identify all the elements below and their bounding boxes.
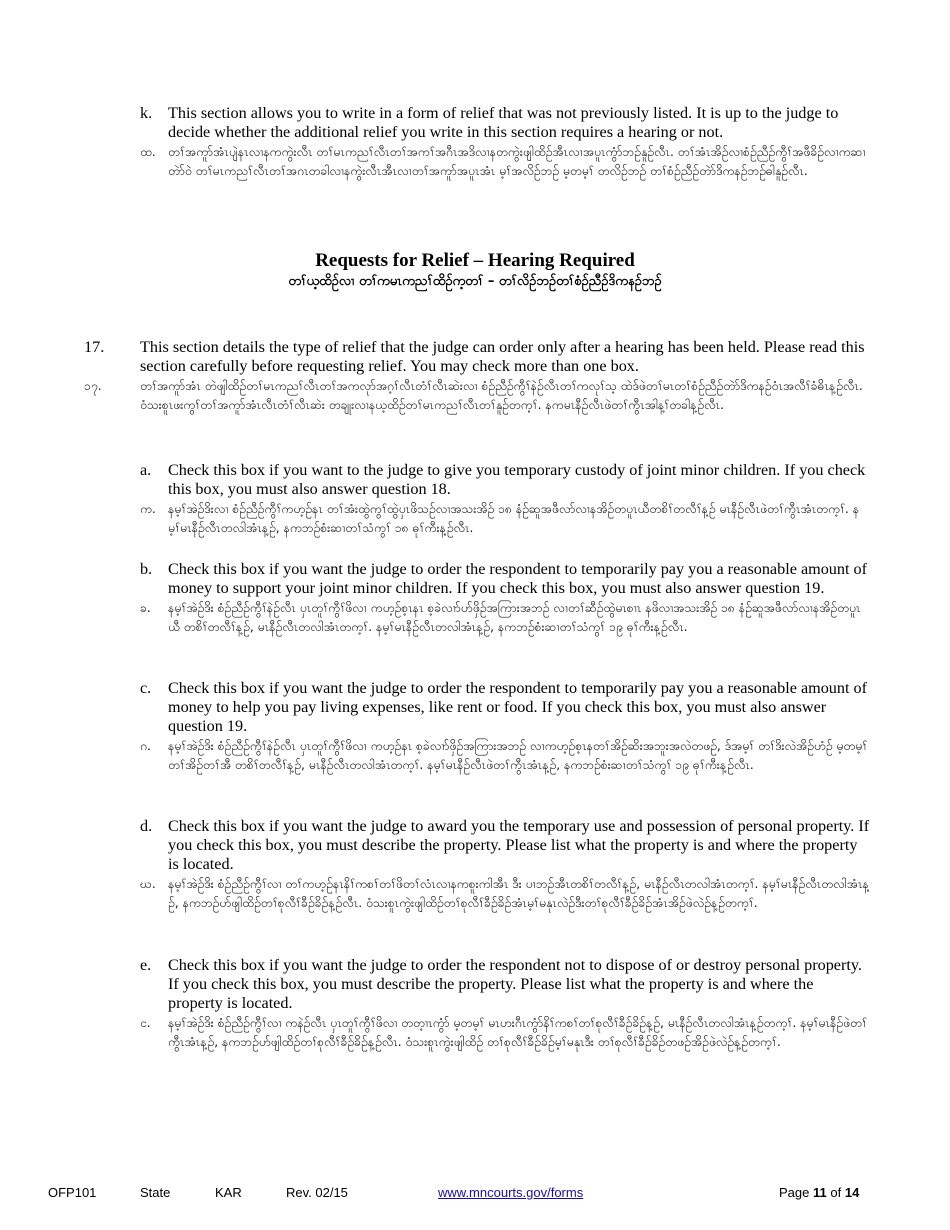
item-k-text-kar: တၢ်အကူာ်အံၤပျဲနၤလၢနကကွဲးလီၤ တၢ်မၤကညၢ်လီၤတၢ်အကၢ်အဂီၤအဒိလၢနတကွဲးဖျါထိဉ်အီၤလၢအပူၤကွံာ်ဘဉ်နူဉ်လီၤ. တၢ်အံၤအိဉ်လၢစံဉ်ညီဉ်ကွီၢ်အဖီခိဉ်လၢကဆၢတဲာ်ဝဲ တၢ်မၤကညၢ်လီၤတၢ်အဂၤတခါလၢနကွဲးလီၤအီၤလၢတၢ်အကူာ်အပူၤအံၤ မ့ၢ်အလိဉ်ဘဉ် မ့တမ့ၢ် တလိဉ်ဘဉ် တၢ်စံဉ်ညီဉ်တဲာ်ဒိကနဉ်ဘဉ်ဓါနူဉ်လီၤ. — [168, 145, 866, 178]
subitem-text-kar: နမ့ၢ်အဲဉ်ဒိး စံဉ်ညီဉ်ကွီၢ်နဲဉ်လီၤ ပှၤတူၢ်ကွီၢ်ဖိလၢ ကဟ့ဉ်စ့ၤနၤ စ့ခဲလၢာ်ဟ်ဖှိဉ်အကြားအဘဉ် လၢတၢ်ဆီဉ်ထွဲမၤစၢၤ နဖိလၢအသးအိဉ် ၁၈ နံဉ်ဆူအဖီလာ်လၢနအိဉ်တပူၤယီ တစိၢ်တလီၢ်န့ဉ်, မၤနီဉ်လီၤတလါအံၤတက့ၢ်. နမ့ၢ်မၤနီဉ်လီၤတလါအံၤန့ဉ်, နကဘဉ်စံးဆၢတၢ်သံကွၢ် ၁၉ ဓုၢ်ကီးန့ဉ်လီၤ. — [168, 601, 861, 634]
item-17-marker-kar: ၁၇. — [84, 379, 102, 393]
footer-page-number — [779, 1185, 859, 1200]
subitem-text: Check this box if you want the judge to award you the temporary use and possession of personal property. If you check this box, you must describe the property. Please list what the property is and where the property is located. — [168, 817, 870, 873]
page-current: 11 — [813, 1185, 827, 1200]
subitem-text-kar: နမ့ၢ်အဲဉ်ဒိးလၢ စံဉ်ညီဉ်ကွီၢ်ကဟ့ဉ်နၤ တၢ်အံးထွဲကွၢ်ထွဲပှၤဖိသဉ်လၢအသးအိဉ် ၁၈ နံဉ်ဆူအဖီလာ်လၢနအိဉ်တပူၤယီတစိၢ်တလီၢ်န့ဉ် မၤနီဉ်လီၤဖဲတၢ်ကွီၤအံၤတက့ၢ်. နမ့ၢ်မၤနီဉ်လီၤတလါအံၤန့ဉ်, နကဘဉ်စံးဆၢတၢ်သံကွၢ် ၁၈ ဓုၢ်ကီးန့ဉ်လီၤ. — [168, 502, 860, 535]
subitem-text: Check this box if you want the judge to order the respondent to temporarily pay you a reasonable amount of money to support your joint minor children. If you check this box, you must also answer question 19. — [168, 560, 868, 597]
subitem-text-kar: နမ့ၢ်အဲဉ်ဒိး စံဉ်ညီဉ်ကွီၢ်နဲဉ်လီၤ ပှၤတူၢ်ကွီၢ်ဖိလၢ ကဟ့ဉ်နၤ စ့ခဲလၢာ်ဖှိဉ်အကြားအဘဉ် လၢကဟ့ဉ်စ့ၤနတၢ်အိဉ်ဆိးအဘူးအလဲတဖဉ်, ဒ်အမ့ၢ် တၢ်ဒိးလဲအိဉ်ဟံဉ် မ့တမ့ၢ် တၢ်အိဉ်တၢ်အီ တစိၢ်တလီၢ်န့ဉ်, မၤနီဉ်လီၤတလါအံၤတက့ၢ်. နမ့ၢ်မၤနီဉ်လီၤဖဲတၢ်ကွီၤအံၤန့ဉ်, နကဘဉ်စံးဆၢတၢ်သံကွၢ် ၁၉ ဓုၢ်ကီးန့ဉ်လီၤ. — [168, 739, 868, 772]
subitem-marker: e. — [140, 956, 152, 974]
footer-forms-link[interactable]: www.mncourts.gov/forms — [438, 1185, 584, 1200]
subitem-marker-kar: ခ. — [140, 601, 151, 615]
item-k — [140, 104, 870, 181]
page-of-label: of — [830, 1185, 842, 1200]
page-total: 14 — [844, 1185, 860, 1200]
subitem-text: Check this box if you want the judge to order the respondent not to dispose of or destroy personal property. If you check this box, you must describe the property. Please list what the property is and where the property is located. — [168, 956, 862, 1012]
subitem-marker: b. — [140, 560, 153, 578]
footer-link-wrap — [438, 1185, 583, 1200]
subitem-b — [140, 560, 870, 637]
page-label: Page — [779, 1185, 810, 1200]
item-k-marker-kar: ထ. — [140, 145, 156, 159]
subitem-marker: c. — [140, 679, 152, 697]
subitem-text: Check this box if you want to the judge to give you temporary custody of joint minor children. If you check this box, you must also answer question 18. — [168, 461, 866, 498]
footer-form-id: OFP101 — [48, 1185, 97, 1200]
footer-lang: KAR — [215, 1185, 242, 1200]
item-17 — [84, 338, 870, 415]
section-title-kar: တၢ်ယ့ထိဉ်လၢ တၢ်ကမၤကညၢ်ထိဉ်က့တၢ် – တၢ်လိဉ်ဘဉ်တၢ်စံဉ်ညီဉ်ဒိကနဉ်ဘဉ် — [288, 274, 662, 289]
subitem-d — [140, 817, 870, 913]
subitem-e — [140, 956, 870, 1052]
subitem-text-kar: နမ့ၢ်အဲဉ်ဒိး စံဉ်ညီဉ်ကွီၢ်လၢ ကနဲဉ်လီၤ ပှၤတူၢ်ကွီၢ်ဖိလၢ တတ့ၢၤကွံာ် မ့တမ့ၢ် မၤဟးဂီၤကွံာ်နိၢ်ကစၢ်တၢ်စုလီၢ်ခီဉ်ခိဉ်န့ဉ်, မၤနီဉ်လီၤတလါအံၤန့ဉ်တက့ၢ်. နမ့ၢ်မၤနီဉ်ဖဲတၢ်ကွီၤအံၤန့ဉ်, နကဘဉ်ဟ်ဖျါထိဉ်တၢ်စုလီၢ်ခီဉ်ခိဉ်န့ဉ်လီၤ. ဝံသးစူၤကွဲးဖျါထိဉ် တၢ်စုလီၢ်ခီဉ်ခိဉ်မ့ၢ်မနုၤဒီး တၢ်စုလီၢ်ခီဉ်ခိဉ်တဖဉ်အိဉ်ဖဲလဲဉ်န့ဉ်တက့ၢ်. — [168, 1016, 867, 1049]
item-17-marker: 17. — [84, 338, 105, 356]
item-17-text-kar: တၢ်အကူာ်အံၤ တဲဖျါထိဉ်တၢ်မၤကညၢ်လီၤတၢ်အကလုာ်အဂ့ၢ်လီၤတံၢ်လီၤဆဲးလၢ စံဉ်ညီဉ်ကွီၢ်နဲဉ်လီၤတၢ်ကလုၢ်သ့ ထဲဒ်ဖဲတၢ်မၤတၢ်စံဉ်ညီဉ်တဲာ်ဒိကနဉ်ဝံၤအလီၢ်ခံဓိၤန့ဉ်လီၤ. ဝံသးစူၤဖးကွၢ်တၢ်အကူာ်အံၤလီၤတံၢ်လီၤဆဲး တချုးလၢနယ့ထိဉ်တၢ်မၤကညၢ်လီၤတၢ်နူဉ်တက့ၢ်. နကမၤနီဉ်လီၤဖဲတၢ်ကွီၤအါန့ၢ်တခါန့ဉ်လီၤ. — [140, 379, 863, 412]
subitem-marker-kar: င. — [140, 1016, 151, 1030]
subitem-c — [140, 679, 870, 775]
section-title: Requests for Relief – Hearing Required — [315, 250, 635, 271]
subitem-marker-kar: ဂ. — [140, 739, 151, 753]
footer-state: State — [140, 1185, 171, 1200]
item-k-marker: k. — [140, 104, 153, 122]
subitem-marker: d. — [140, 817, 153, 835]
subitem-text-kar: နမ့ၢ်အဲဉ်ဒိး စံဉ်ညီဉ်ကွီၢ်လၢ တၢ်ကဟ့ဉ်နၤနိၢ်ကစၢ်တၢ်ဖိတၢ်လံၤလၢနကစူးကါအီၤ ဒီး ပၢဘဉ်အီၤတစိၢ်တလီၢ်န့ဉ်, မၤနီဉ်လီၤတလါအံၤတက့ၢ်. နမ့ၢ်မၤနီဉ်လီၤတလါအံၤန့ဉ်, နကဘဉ်ဟ်ဖျါထိဉ်တၢ်စုလီၢ်ခီဉ်ခိဉ်န့ဉ်လီၤ. ဝံသးစူၤကွဲးဖျါထိဉ်တၢ်စုလီၢ်ခီဉ်ခိဉ်အံၤမ့ၢ်မနုၤလဲဉ်ဒီးတၢ်စုလီၢ်ခီဉ်ခိဉ်အံၤအိဉ်ဖဲလဲဉ်န့ဉ်တက့ၢ်. — [168, 877, 869, 910]
subitem-marker: a. — [140, 461, 152, 479]
subitem-text: Check this box if you want the judge to order the respondent to temporarily pay you a reasonable amount of money to help you pay living expenses, like rent or food. If you check this box, you must also answer question 19. — [168, 679, 868, 735]
subitem-marker-kar: က. — [140, 502, 156, 516]
subitem-a — [140, 461, 870, 538]
footer-revision: Rev. 02/15 — [286, 1185, 348, 1200]
item-17-text: This section details the type of relief that the judge can order only after a hearing has been held. Please read this section carefully before requesting relief. You may check more than one box. — [140, 338, 865, 375]
item-k-text: This section allows you to write in a form of relief that was not previously listed. It is up to the judge to decide whether the additional relief you write in this section requires a hearing or not. — [168, 104, 839, 141]
subitem-marker-kar: ဃ. — [140, 877, 156, 891]
